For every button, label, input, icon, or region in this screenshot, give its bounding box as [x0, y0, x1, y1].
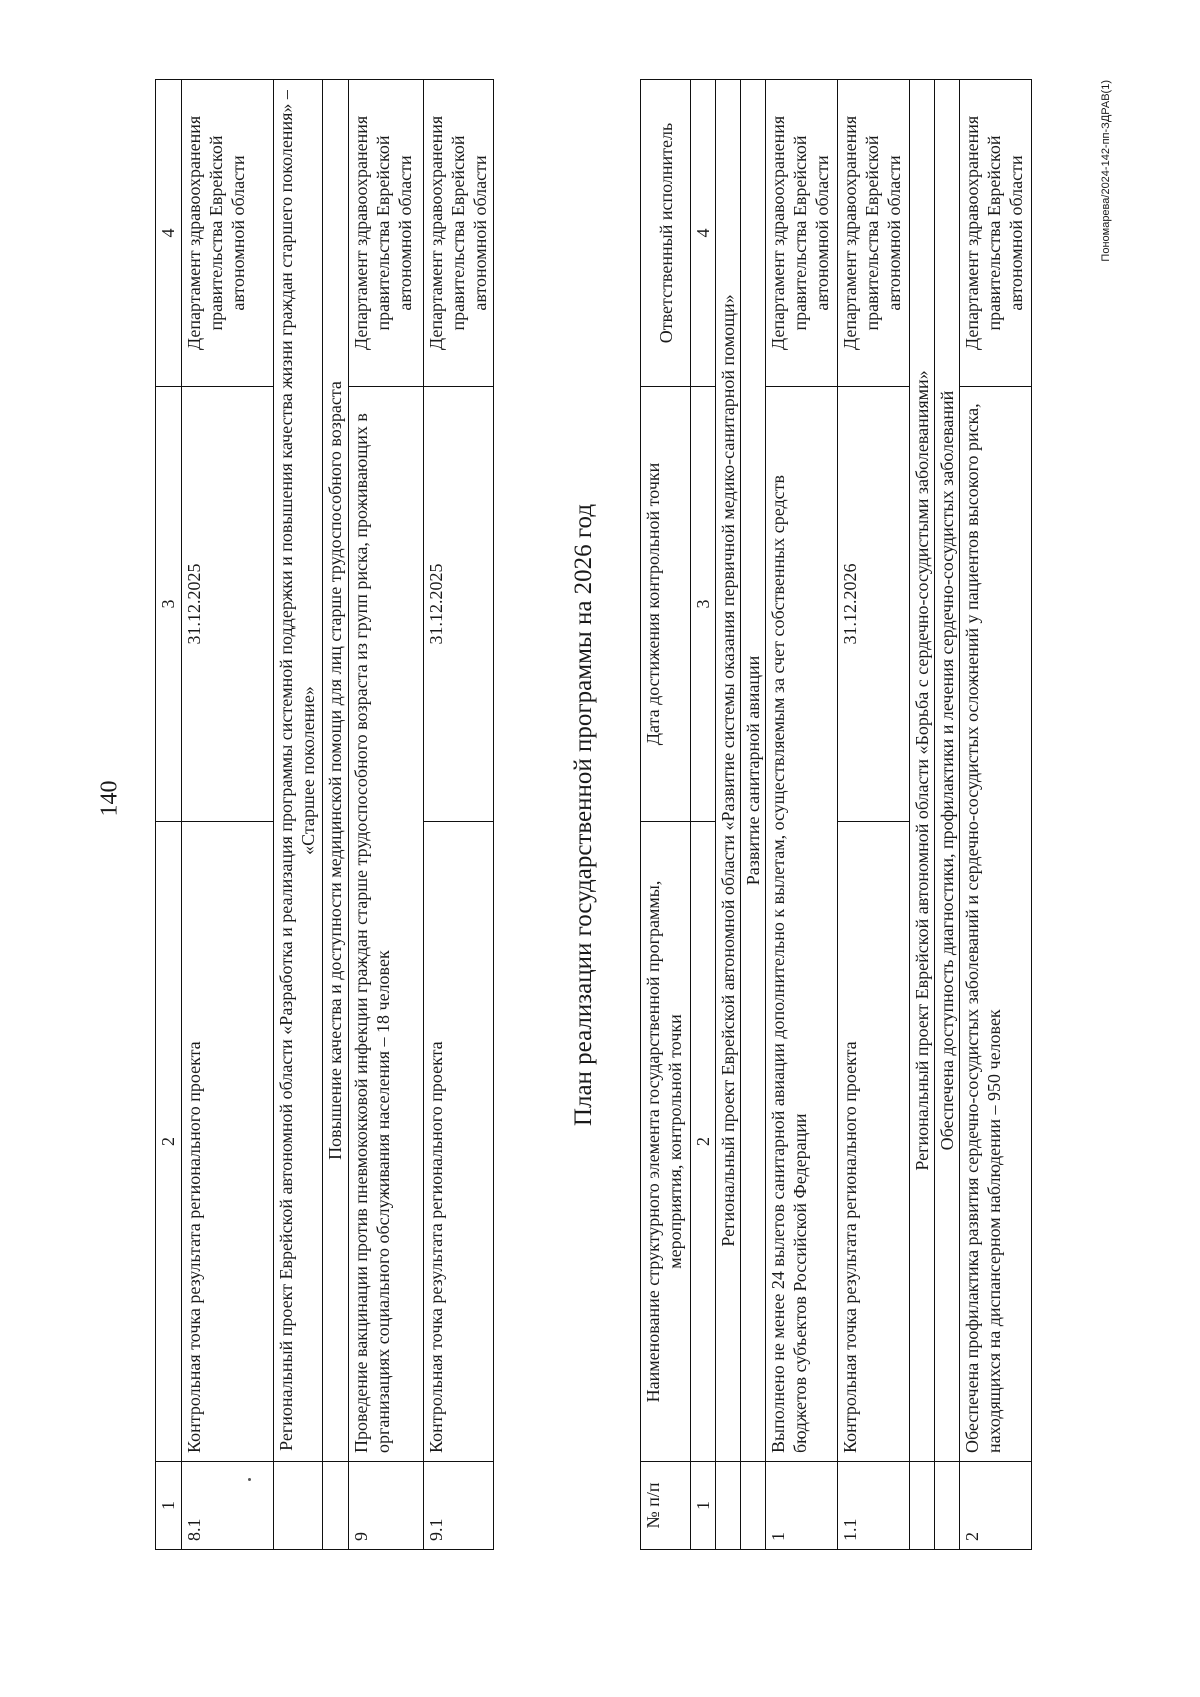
row-executor: Департамент здравоохранения правительства Еврейской автономной области	[182, 80, 274, 387]
row-number: 9.1	[424, 1462, 494, 1550]
header-cell: Дата достижения контрольной точки	[641, 387, 691, 822]
section-title: Региональный проект Еврейской автономной области «Развитие системы оказания первичной медико-санитарной помощи»	[716, 80, 741, 1462]
subsection-title: Обеспечена доступность диагностики, профилактики и лечения сердечно-сосудистых заболеваний	[935, 80, 960, 1462]
row-name: Обеспечена профилактика развития сердечно-сосудистых заболеваний и сердечно-сосудистых осложнений у пациентов высокого риска, находящихся на диспансерном наблюдении – 950 человек	[960, 387, 1032, 1462]
table-row	[349, 80, 424, 1550]
table-row	[838, 80, 910, 1550]
index-cell: 2	[691, 822, 716, 1462]
table-row	[766, 80, 838, 1550]
rotated-document-page	[155, 80, 1140, 1550]
row-executor: Департамент здравоохранения правительства Еврейской автономной области	[349, 80, 424, 387]
table-row	[182, 80, 274, 1550]
row-name: Проведение вакцинации против пневмококковой инфекции граждан старше трудоспособного возраста из групп риска, проживающих в организациях социального обслуживания населения – 18 человек	[349, 387, 424, 1462]
section-title: Региональный проект Еврейской автономной области «Борьба с сердечно-сосудистыми заболеваниями»	[910, 80, 935, 1462]
table-section-row	[716, 80, 741, 1550]
table-section-row	[910, 80, 935, 1550]
index-cell: 3	[691, 387, 716, 822]
plan-title: План реализации государственной программы на 2026 год	[570, 503, 597, 1127]
row-executor: Департамент здравоохранения правительства Еврейской автономной области	[838, 80, 910, 387]
table-plan-2026	[640, 79, 1032, 1550]
header-cell: 2	[156, 822, 182, 1462]
table-row	[960, 80, 1032, 1550]
table-subsection-row	[935, 80, 960, 1550]
row-executor: Департамент здравоохранения правительства Еврейской автономной области	[960, 80, 1032, 387]
page-number: 140	[96, 780, 123, 817]
header-cell: № п/п	[641, 1462, 691, 1550]
row-name: Выполнено не менее 24 вылетов санитарной авиации дополнительно к вылетам, осуществляемым за счет собственных средств бюджетов субъектов Российской Федерации	[766, 387, 838, 1462]
table-header-row	[156, 80, 182, 1550]
row-name: Контрольная точка результата регионального проекта	[424, 822, 494, 1462]
table-index-row	[691, 80, 716, 1550]
header-cell: 3	[156, 387, 182, 822]
row-name: Контрольная точка результата регионального проекта	[182, 822, 274, 1462]
subsection-title: Повышение качества и доступности медицинской помощи для лиц старше трудоспособного возраста	[323, 80, 349, 1462]
row-executor: Департамент здравоохранения правительства Еврейской автономной области	[424, 80, 494, 387]
footer-document-code: Пономарева/2024-142-пп-ЗДРАВ(1)	[1100, 80, 1112, 262]
header-cell: Наименование структурного элемента государственной программы, мероприятия, контрольной точки	[641, 822, 691, 1462]
subsection-title: Развитие санитарной авиации	[741, 80, 766, 1462]
table-header-row	[641, 80, 691, 1550]
table-subsection-row	[323, 80, 349, 1550]
row-number: 9	[349, 1462, 424, 1550]
row-date: 31.12.2025	[424, 387, 494, 822]
row-number: 1.1	[838, 1462, 910, 1550]
row-name: Контрольная точка результата регионального проекта	[838, 822, 910, 1462]
index-cell: 1	[691, 1462, 716, 1550]
row-executor: Департамент здравоохранения правительства Еврейской автономной области	[766, 80, 838, 387]
row-number: 1	[766, 1462, 838, 1550]
row-date: 31.12.2025	[182, 387, 274, 822]
table-subsection-row	[741, 80, 766, 1550]
header-cell: Ответственный исполнитель	[641, 80, 691, 387]
table-previous-year	[155, 79, 494, 1550]
table-row	[424, 80, 494, 1550]
row-number: 2	[960, 1462, 1032, 1550]
section-title: Региональный проект Еврейской автономной области «Разработка и реализация программы системной поддержки и повышения качества жизни граждан старшего поколения» – «Старшее поколение»	[274, 80, 323, 1462]
header-cell: 1	[156, 1462, 182, 1550]
index-cell: 4	[691, 80, 716, 387]
header-cell: 4	[156, 80, 182, 387]
row-number: 8.1	[182, 1462, 274, 1550]
table-section-row	[274, 80, 323, 1550]
row-date: 31.12.2026	[838, 387, 910, 822]
